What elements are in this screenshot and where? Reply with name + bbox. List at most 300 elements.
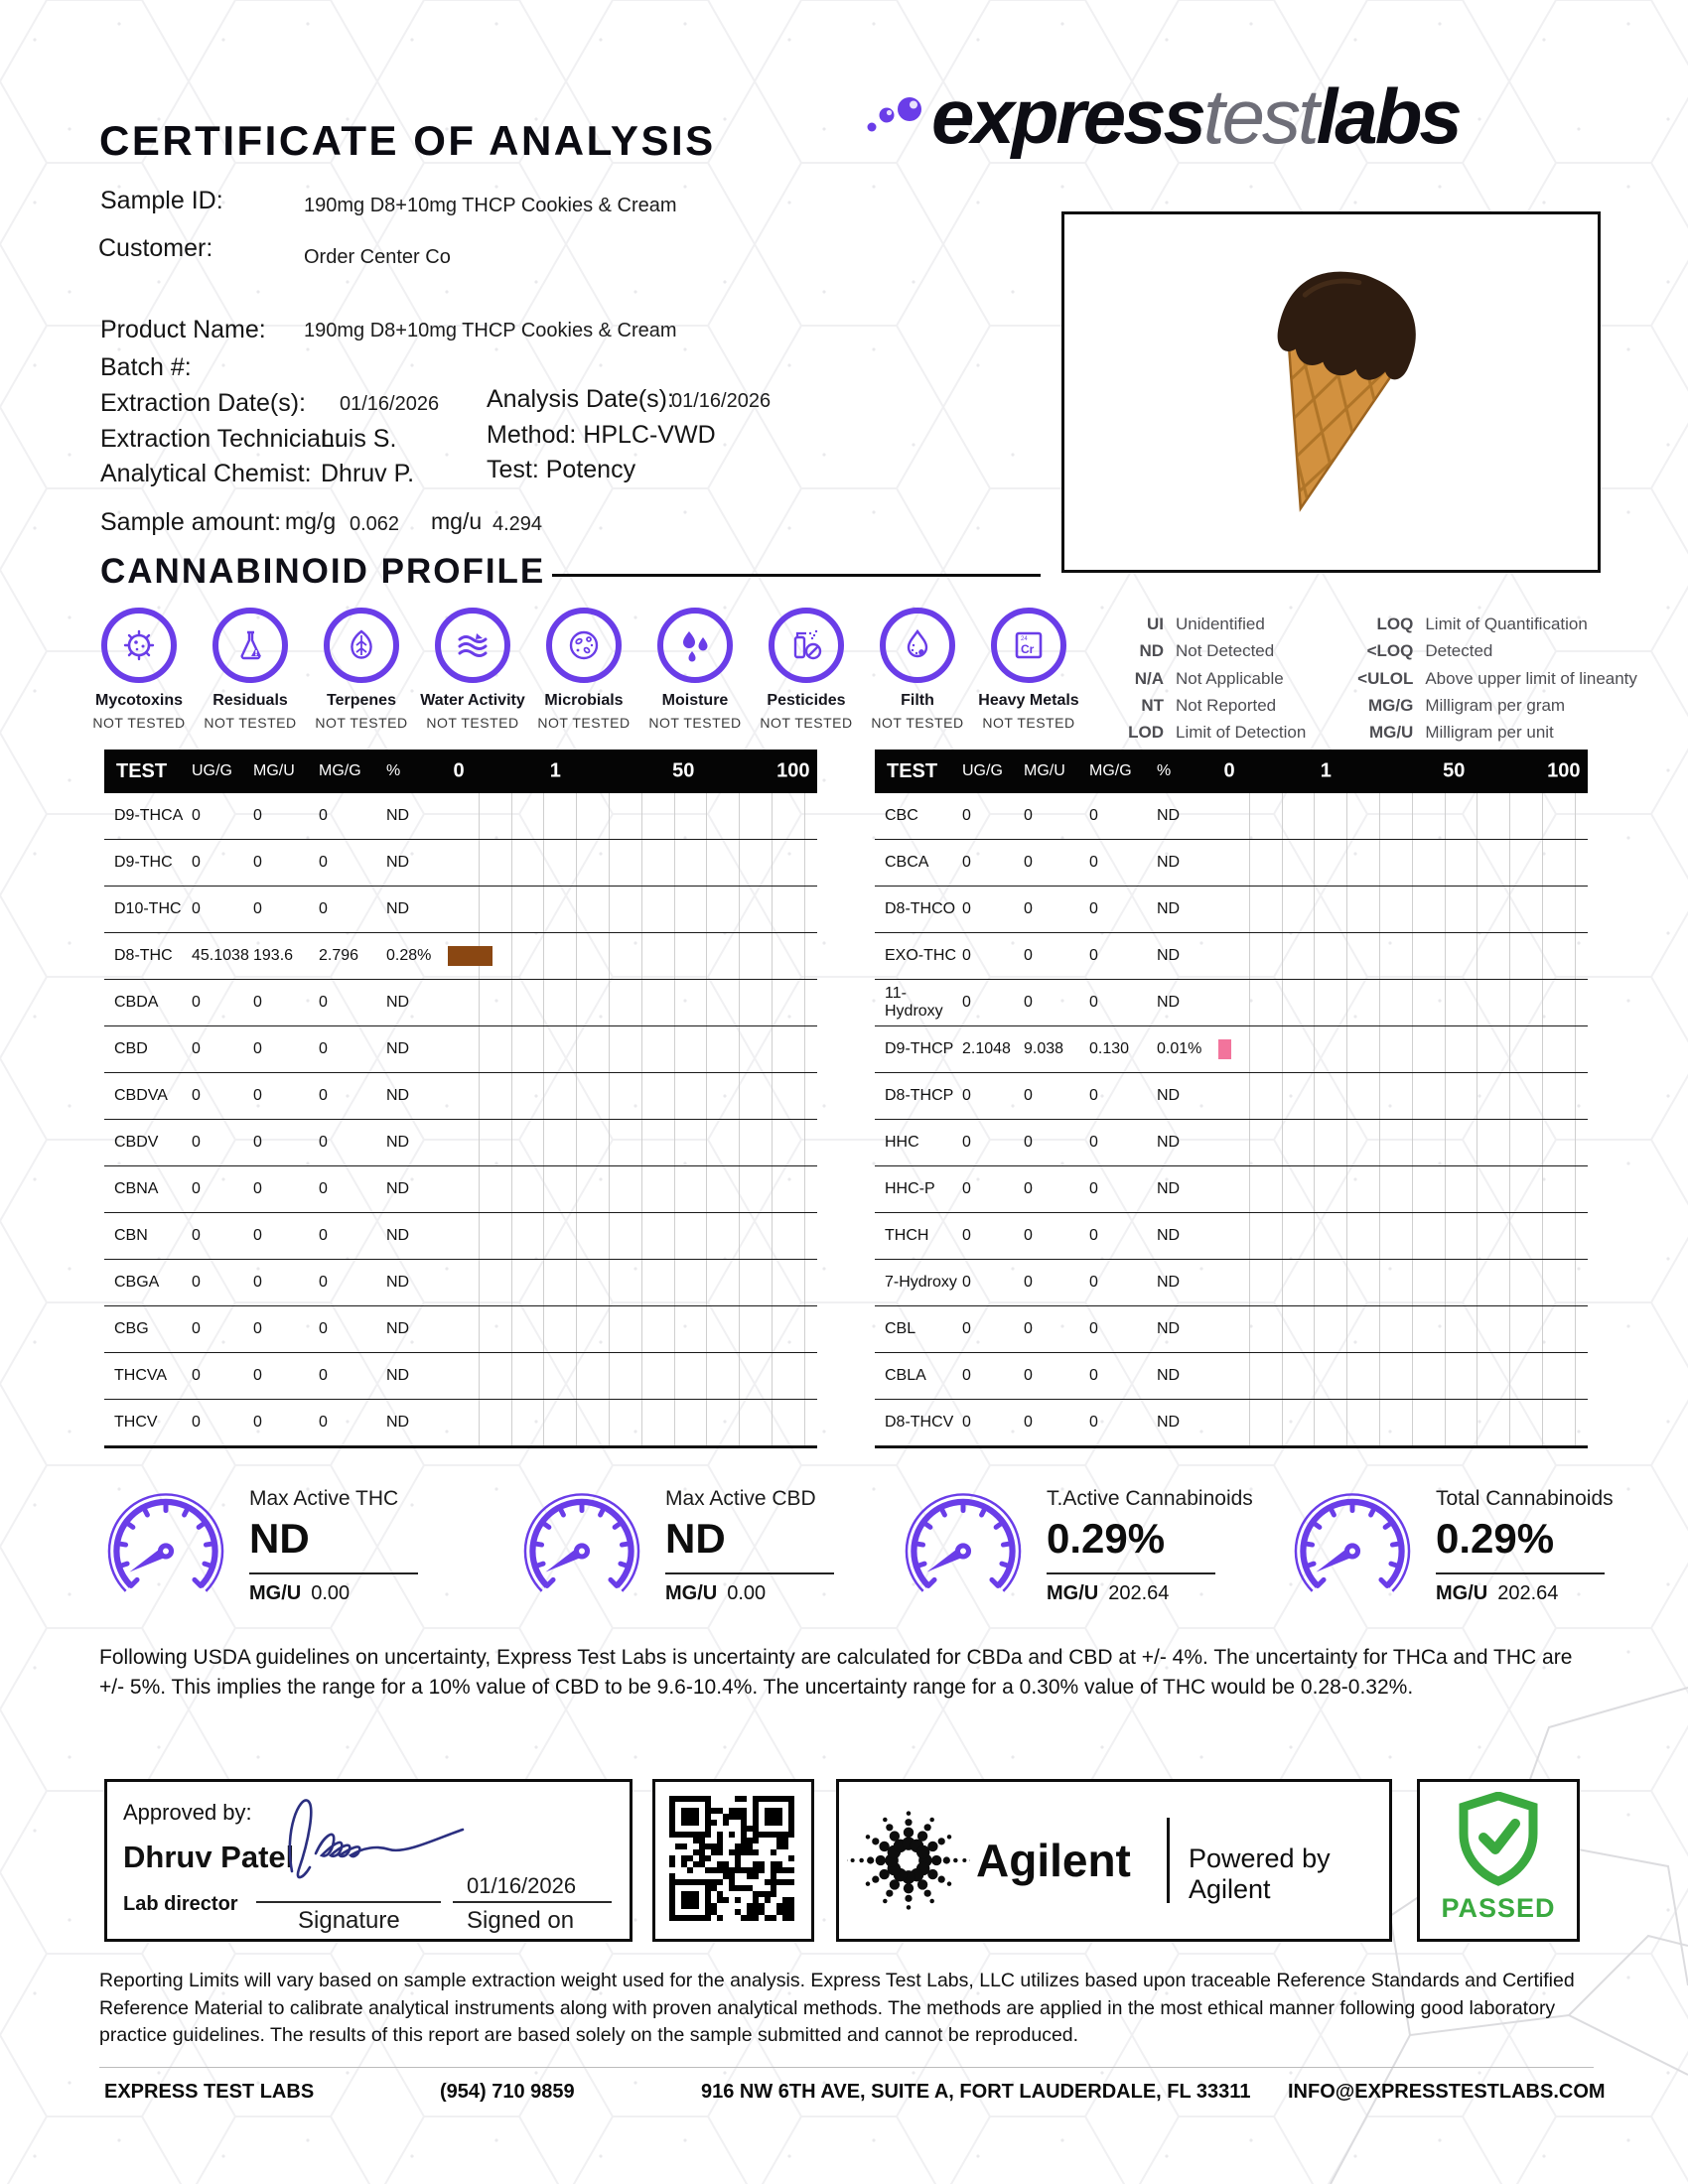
table-cell: 0 xyxy=(1089,854,1098,871)
gridline xyxy=(1249,1353,1250,1399)
table-cell: ND xyxy=(386,1180,410,1197)
screening-status: NOT TESTED xyxy=(760,715,853,731)
table-cell: 0 xyxy=(319,1227,328,1244)
gridline xyxy=(1282,1400,1283,1445)
scale-tick-label: 1 xyxy=(549,759,561,782)
table-cell: 0 xyxy=(1024,807,1033,824)
gridline xyxy=(804,840,805,886)
gridline xyxy=(1445,1073,1446,1119)
gridline xyxy=(706,1213,707,1259)
gridline xyxy=(674,933,675,979)
gridline xyxy=(543,1213,544,1259)
gridline xyxy=(479,840,480,886)
gridline xyxy=(1542,1353,1543,1399)
gridline xyxy=(706,1026,707,1072)
gridline xyxy=(1412,1353,1413,1399)
method-value: HPLC-VWD xyxy=(583,421,716,449)
table-cell: ND xyxy=(1157,1134,1181,1151)
gridline xyxy=(576,793,577,839)
gridline xyxy=(772,1260,773,1305)
legend-desc: Not Applicable xyxy=(1176,668,1284,688)
table-row xyxy=(104,1213,817,1260)
gridline xyxy=(706,1353,707,1399)
gridline xyxy=(772,933,773,979)
legend-abbr: <ULOL xyxy=(1357,668,1414,688)
table-cell: 0 xyxy=(1089,994,1098,1011)
gridline xyxy=(641,980,642,1025)
table-cell: 0 xyxy=(253,1087,262,1104)
gridline xyxy=(1379,1353,1380,1399)
gauge-total-cannabinoids xyxy=(1291,1487,1614,1615)
gridline xyxy=(479,1213,480,1259)
gridline xyxy=(1346,933,1347,979)
gridline xyxy=(609,793,610,839)
gridline xyxy=(1282,1120,1283,1165)
gridline xyxy=(1445,1026,1446,1072)
gridline xyxy=(1445,887,1446,932)
gridline xyxy=(706,1120,707,1165)
terpenes-icon xyxy=(324,608,399,683)
signature-line xyxy=(256,1901,441,1903)
gridline xyxy=(739,1353,740,1399)
screening-status: NOT TESTED xyxy=(315,715,408,731)
gauge-unit-label: MG/U xyxy=(1436,1582,1488,1604)
gridline xyxy=(739,1166,740,1212)
gridline xyxy=(1575,1166,1576,1212)
gauge-t-active-cannabinoids xyxy=(902,1487,1253,1615)
gridline xyxy=(511,1120,512,1165)
table-row xyxy=(875,840,1588,887)
gauge-unit xyxy=(1047,1572,1215,1605)
row-chart-area xyxy=(446,1260,817,1305)
table-cell: 0 xyxy=(1024,947,1033,964)
gridline xyxy=(1445,933,1446,979)
table-cell: HHC-P xyxy=(885,1180,935,1197)
express-test-labs-logo xyxy=(862,72,1460,160)
gridline xyxy=(1249,840,1250,886)
gridline xyxy=(576,1026,577,1072)
gridline xyxy=(609,1073,610,1119)
table-cell: D10-THC xyxy=(114,900,182,917)
gridline xyxy=(543,933,544,979)
screening-label: Mycotoxins xyxy=(94,692,183,709)
gridline xyxy=(543,1073,544,1119)
gridline xyxy=(1412,1306,1413,1352)
scale-header xyxy=(446,750,817,793)
approved-by-label: Approved by: xyxy=(123,1800,252,1825)
gridline xyxy=(674,1260,675,1305)
table-cell: D8-THCO xyxy=(885,900,956,917)
gridline xyxy=(804,793,805,839)
gridline xyxy=(1575,1120,1576,1165)
table-cell: 0 xyxy=(319,1320,328,1337)
cannabinoid-table-right xyxy=(875,750,1588,1448)
gridline xyxy=(609,1353,610,1399)
table-cell: 0 xyxy=(1089,807,1098,824)
screening-label: Filth xyxy=(901,692,934,709)
table-row xyxy=(875,1073,1588,1120)
gridline xyxy=(1249,1400,1250,1445)
table-row xyxy=(104,1306,817,1353)
gridline xyxy=(1575,1260,1576,1305)
gridline xyxy=(1249,793,1250,839)
gridline xyxy=(706,933,707,979)
table-cell: ND xyxy=(1157,994,1181,1011)
legend-desc: Milligram per gram xyxy=(1425,695,1566,715)
cannabinoid-table-left xyxy=(104,750,817,1448)
table-cell: 0 xyxy=(253,1227,262,1244)
row-chart-area xyxy=(446,1026,817,1072)
gridline xyxy=(1379,887,1380,932)
gridline xyxy=(479,1400,480,1445)
gridline xyxy=(1575,1400,1576,1445)
gridline xyxy=(739,933,740,979)
table-cell: 0 xyxy=(192,994,201,1011)
gridline xyxy=(1346,980,1347,1025)
table-cell: CBLA xyxy=(885,1367,926,1384)
gridline xyxy=(674,887,675,932)
table-cell: 0 xyxy=(1089,900,1098,917)
legend-row xyxy=(1102,695,1306,716)
screening-label: Water Activity xyxy=(420,692,525,709)
screening-item xyxy=(751,608,862,731)
table-cell: CBGA xyxy=(114,1274,160,1291)
gridline xyxy=(1412,933,1413,979)
legend-column xyxy=(1343,614,1637,749)
gridline xyxy=(543,840,544,886)
gridline xyxy=(1379,1260,1380,1305)
agilent-divider xyxy=(1167,1818,1170,1903)
water-activity-icon xyxy=(435,608,510,683)
legend-desc: Limit of Detection xyxy=(1176,723,1307,742)
table-cell: 0 xyxy=(1024,1414,1033,1431)
product-image-box xyxy=(1061,211,1601,573)
customer-value: Order Center Co xyxy=(304,246,451,268)
gridline xyxy=(804,1306,805,1352)
gridline xyxy=(1575,793,1576,839)
gridline xyxy=(1249,1073,1250,1119)
gridline xyxy=(511,840,512,886)
gridline xyxy=(479,1073,480,1119)
gridline xyxy=(543,1306,544,1352)
gridline xyxy=(479,1260,480,1305)
table-cell: 0 xyxy=(1024,1087,1033,1104)
gauge-unit-value: 0.00 xyxy=(311,1582,351,1604)
table-cell: 0 xyxy=(192,1134,201,1151)
row-chart-area xyxy=(1216,1166,1588,1212)
table-cell: CBCA xyxy=(885,854,929,871)
table-cell: D8-THCP xyxy=(885,1087,954,1104)
gridline xyxy=(543,1120,544,1165)
screening-item xyxy=(639,608,751,731)
mgu-value: 4.294 xyxy=(492,513,543,535)
footer-address: 916 NW 6TH AVE, SUITE A, FORT LAUDERDALE, FL 33311 xyxy=(701,2081,1251,2103)
gridline xyxy=(1346,1400,1347,1445)
table-row xyxy=(875,1260,1588,1306)
gridline xyxy=(641,1120,642,1165)
gridline xyxy=(1379,1400,1380,1445)
gridline xyxy=(609,1166,610,1212)
table-cell: ND xyxy=(386,807,410,824)
row-chart-area xyxy=(1216,840,1588,886)
row-chart-area xyxy=(1216,1213,1588,1259)
gauge-unit-value: 202.64 xyxy=(1108,1582,1170,1604)
table-row xyxy=(875,1400,1588,1446)
scale-tick-label: 100 xyxy=(1547,759,1581,782)
gauge-label: T.Active Cannabinoids xyxy=(1047,1487,1253,1510)
gridline xyxy=(1282,887,1283,932)
gauge-unit xyxy=(665,1572,834,1605)
gauge-unit xyxy=(249,1572,418,1605)
gridline xyxy=(609,887,610,932)
gridline xyxy=(1412,887,1413,932)
customer-label: Customer: xyxy=(98,234,213,262)
footer-phone: (954) 710 9859 xyxy=(440,2081,575,2103)
gridline xyxy=(1346,887,1347,932)
gridline xyxy=(609,980,610,1025)
table-cell: 0 xyxy=(192,854,201,871)
passed-shield-icon xyxy=(1456,1792,1541,1891)
disclaimer-text: Reporting Limits will vary based on sample extraction weight used for the analysis. Express Test Labs, LLC utilizes based upon traceable Reference Standards and Certified Reference Material to calibrate analytical instruments along with proven analytical methods. The methods are applied in the most ethical manner following good laboratory practice guidelines. The results of this report are based solely on the sample submitted and cannot be reproduced. xyxy=(99,1970,1575,2047)
table-cell: 0 xyxy=(1089,947,1098,964)
powered-by-agilent: Powered by Agilent xyxy=(1189,1843,1331,1904)
gridline xyxy=(511,793,512,839)
result-bar xyxy=(448,946,492,966)
gridline xyxy=(543,1166,544,1212)
gridline xyxy=(576,1306,577,1352)
table-cell: THCH xyxy=(885,1227,929,1244)
mgg-value: 0.062 xyxy=(350,513,400,535)
gridline xyxy=(1509,1353,1510,1399)
gridline xyxy=(1412,1400,1413,1445)
table-cell: 0 xyxy=(319,1367,328,1384)
gridline xyxy=(1282,1073,1283,1119)
table-cell: CBD xyxy=(114,1040,148,1057)
gridline xyxy=(739,1306,740,1352)
logo-express: express xyxy=(931,72,1203,160)
table-cell: 0 xyxy=(1089,1320,1098,1337)
gridline xyxy=(1379,1120,1380,1165)
gridline xyxy=(772,1400,773,1445)
extraction-dates-value: 01/16/2026 xyxy=(340,393,440,415)
table-cell: 0 xyxy=(253,1040,262,1057)
gridline xyxy=(1575,1353,1576,1399)
gauge-value: 0.29% xyxy=(1047,1515,1166,1562)
gauge-icon xyxy=(520,1487,643,1615)
table-cell: THCVA xyxy=(114,1367,168,1384)
gridline xyxy=(772,1213,773,1259)
scale-tick-label: 50 xyxy=(672,759,695,782)
test-row xyxy=(487,456,635,484)
table-cell: 193.6 xyxy=(253,947,294,964)
table-cell: D8-THCV xyxy=(885,1414,954,1431)
table-cell: 0 xyxy=(253,854,262,871)
sample-id-value: 190mg D8+10mg THCP Cookies & Cream xyxy=(304,195,677,216)
table-cell: 0 xyxy=(962,807,971,824)
gridline xyxy=(641,1026,642,1072)
gridline xyxy=(706,1400,707,1445)
screening-item xyxy=(528,608,639,731)
gridline xyxy=(609,933,610,979)
column-header: MG/G xyxy=(319,762,361,779)
table-cell: CBN xyxy=(114,1227,148,1244)
table-row xyxy=(875,1213,1588,1260)
gridline xyxy=(739,887,740,932)
gridline xyxy=(1249,1026,1250,1072)
table-cell: 0 xyxy=(1024,1367,1033,1384)
gridline xyxy=(609,1026,610,1072)
passed-box xyxy=(1417,1779,1580,1942)
table-cell: 0 xyxy=(319,1087,328,1104)
table-cell: 0 xyxy=(1089,1367,1098,1384)
filth-icon xyxy=(880,608,955,683)
gridline xyxy=(772,1353,773,1399)
signed-on-line xyxy=(453,1901,612,1903)
gridline xyxy=(1542,1306,1543,1352)
table-row xyxy=(875,1120,1588,1166)
gridline xyxy=(576,1073,577,1119)
gauge-value: ND xyxy=(249,1515,310,1562)
gridline xyxy=(1445,840,1446,886)
row-chart-area xyxy=(1216,887,1588,932)
table-cell: CBDA xyxy=(114,994,159,1011)
table-cell: 0 xyxy=(319,1414,328,1431)
gauge-icon xyxy=(1291,1487,1414,1615)
gridline xyxy=(1509,1166,1510,1212)
gridline xyxy=(1314,1400,1315,1445)
legend-abbr: NT xyxy=(1141,695,1164,715)
passed-label: PASSED xyxy=(1441,1893,1556,1923)
gauge-icon xyxy=(104,1487,227,1615)
table-cell: 0 xyxy=(962,1367,971,1384)
screening-item xyxy=(306,608,417,731)
page-title: CERTIFICATE OF ANALYSIS xyxy=(99,117,716,164)
gridline xyxy=(1282,933,1283,979)
gridline xyxy=(576,1166,577,1212)
gridline xyxy=(1575,1073,1576,1119)
gridline xyxy=(1282,1213,1283,1259)
row-chart-area xyxy=(446,1400,817,1445)
analysis-dates-value: 01/16/2026 xyxy=(671,390,772,412)
table-cell: CBC xyxy=(885,807,918,824)
gridline xyxy=(1379,1073,1380,1119)
column-header: MG/G xyxy=(1089,762,1132,779)
table-cell: ND xyxy=(1157,1227,1181,1244)
table-row xyxy=(875,887,1588,933)
agilent-starburst-icon xyxy=(847,1799,970,1922)
table-cell: ND xyxy=(386,900,410,917)
gridline xyxy=(641,1353,642,1399)
gauge-unit-label: MG/U xyxy=(1047,1582,1099,1604)
gridline xyxy=(543,793,544,839)
gridline xyxy=(1379,1026,1380,1072)
moisture-icon xyxy=(657,608,733,683)
gridline xyxy=(706,980,707,1025)
table-cell: 0 xyxy=(253,1274,262,1291)
gridline xyxy=(479,1120,480,1165)
screening-item xyxy=(862,608,973,731)
row-chart-area xyxy=(446,933,817,979)
gridline xyxy=(1542,1026,1543,1072)
gridline xyxy=(543,1353,544,1399)
table-cell: 0.130 xyxy=(1089,1040,1130,1057)
row-chart-area xyxy=(446,1073,817,1119)
gridline xyxy=(1314,1306,1315,1352)
gridline xyxy=(1445,1260,1446,1305)
table-cell: D9-THCA xyxy=(114,807,184,824)
footer-divider xyxy=(99,2067,1594,2068)
gridline xyxy=(1314,980,1315,1025)
gridline xyxy=(1282,1026,1283,1072)
gridline xyxy=(804,1026,805,1072)
table-cell: 0.01% xyxy=(1157,1040,1202,1057)
gridline xyxy=(1445,793,1446,839)
table-cell: 0 xyxy=(1024,994,1033,1011)
approver-role: Lab director xyxy=(123,1893,238,1915)
signature-caption: Signature xyxy=(298,1907,400,1934)
legend-row xyxy=(1343,668,1637,689)
table-cell: ND xyxy=(1157,1414,1181,1431)
gridline xyxy=(674,793,675,839)
gridline xyxy=(1509,980,1510,1025)
column-header: % xyxy=(1157,762,1172,779)
gridline xyxy=(739,1073,740,1119)
table-cell: ND xyxy=(386,1040,410,1057)
signature-scribble xyxy=(274,1788,492,1897)
screening-item xyxy=(417,608,528,731)
gridline xyxy=(1314,1213,1315,1259)
gridline xyxy=(1509,1306,1510,1352)
legend-row xyxy=(1102,668,1306,689)
gridline xyxy=(1346,1213,1347,1259)
table-cell: ND xyxy=(386,854,410,871)
legend-desc: Limit of Quantification xyxy=(1425,614,1588,633)
gridline xyxy=(772,980,773,1025)
section-title-rule xyxy=(552,574,1041,577)
table-cell: ND xyxy=(386,1414,410,1431)
legend-abbr: UI xyxy=(1147,614,1164,633)
gridline xyxy=(1282,1166,1283,1212)
table-cell: 0 xyxy=(192,900,201,917)
gridline xyxy=(641,933,642,979)
table-cell: ND xyxy=(386,1134,410,1151)
row-chart-area xyxy=(1216,1400,1588,1445)
gridline xyxy=(804,887,805,932)
table-cell: 0 xyxy=(319,807,328,824)
legend-row xyxy=(1343,614,1637,634)
gridline xyxy=(511,1073,512,1119)
table-cell: 0 xyxy=(1024,1227,1033,1244)
table-cell: 0 xyxy=(962,1134,971,1151)
gridline xyxy=(543,1400,544,1445)
gridline xyxy=(1575,1213,1576,1259)
gridline xyxy=(1509,933,1510,979)
table-cell: THCV xyxy=(114,1414,158,1431)
gridline xyxy=(772,1166,773,1212)
gridline xyxy=(1249,887,1250,932)
gridline xyxy=(1346,1166,1347,1212)
gridline xyxy=(1282,1260,1283,1305)
gridline xyxy=(1346,840,1347,886)
row-chart-area xyxy=(1216,1353,1588,1399)
gridline xyxy=(511,1306,512,1352)
gridline xyxy=(706,887,707,932)
table-cell: CBDVA xyxy=(114,1087,168,1104)
table-cell: 0 xyxy=(253,1320,262,1337)
test-value: Potency xyxy=(545,456,636,483)
table-cell: 0 xyxy=(962,854,971,871)
table-cell: 0 xyxy=(1089,1414,1098,1431)
